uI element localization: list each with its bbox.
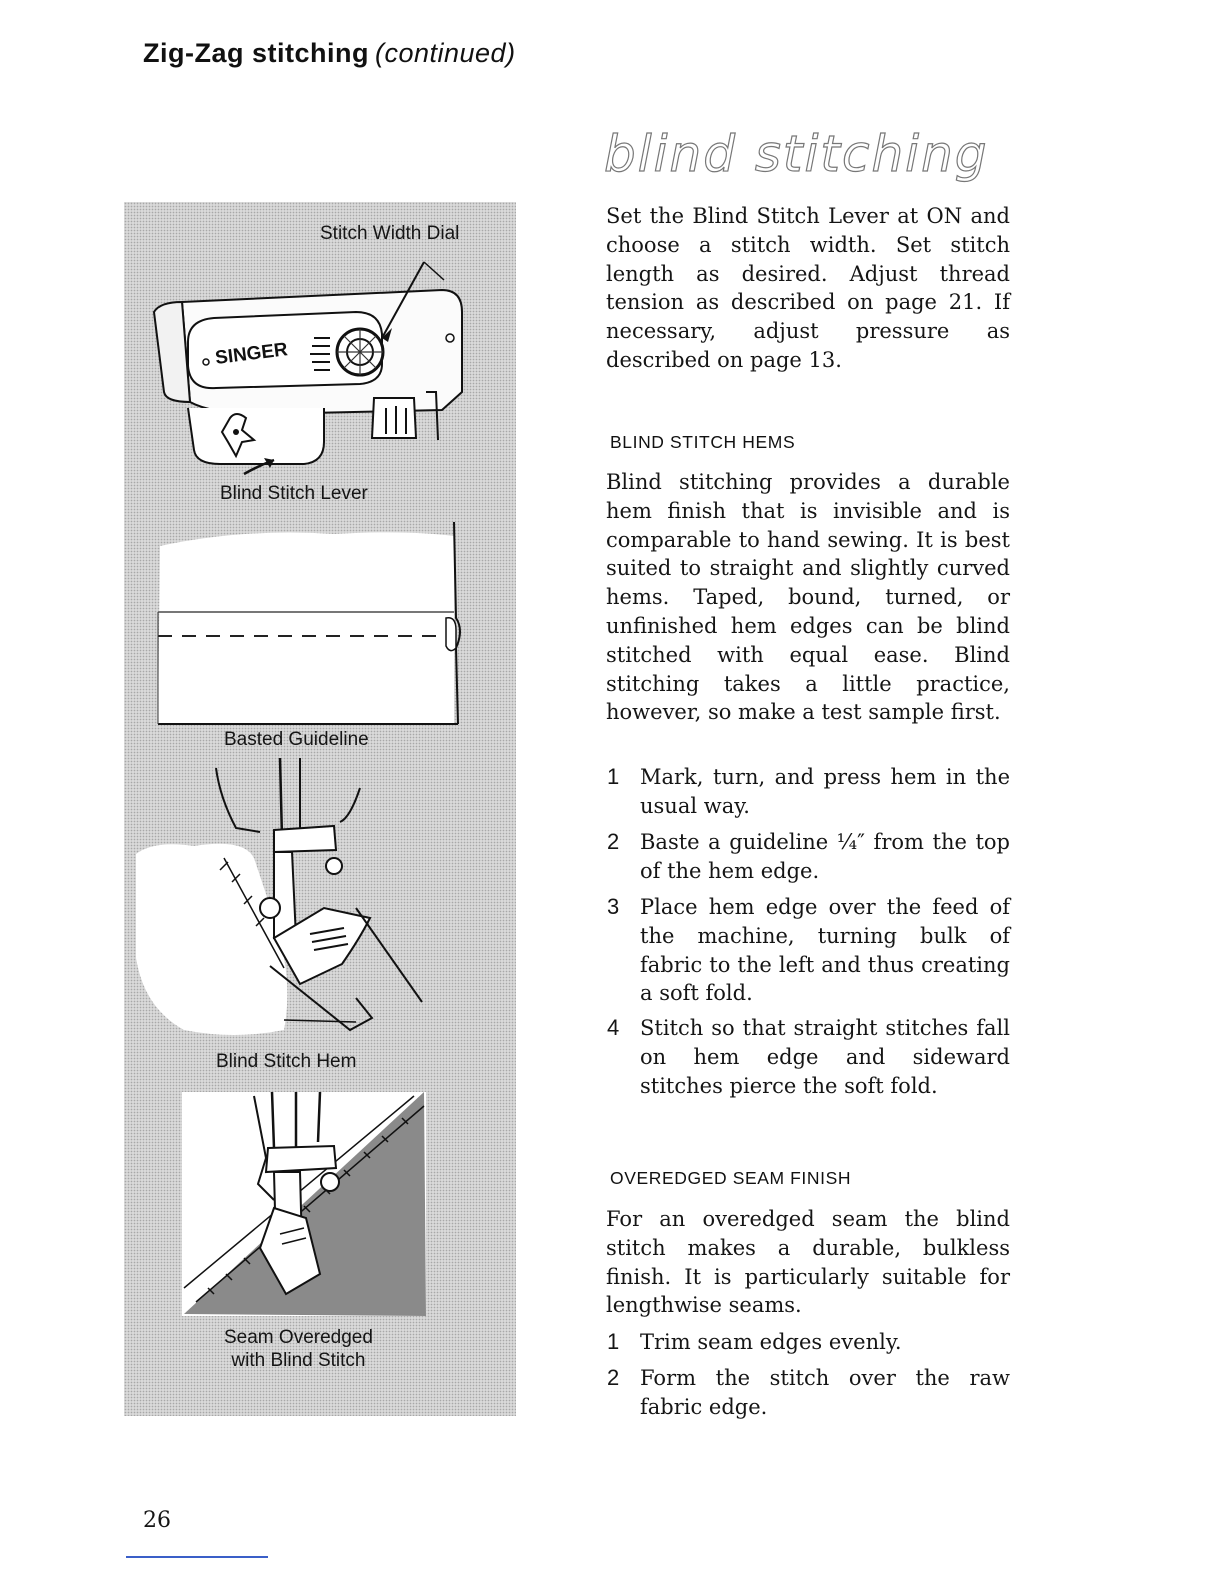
hem-step [607, 1014, 1010, 1100]
seam-step [607, 1364, 1010, 1422]
blind-stitch-hem-label: Blind Stitch Hem [216, 1051, 357, 1072]
blind-stitch-hems-heading: BLIND STITCH HEMS [610, 432, 796, 452]
step-number: 1 [607, 1329, 620, 1354]
step-number: 1 [607, 764, 620, 789]
step-text: Trim seam edges evenly. [640, 1330, 902, 1354]
header-title: Zig-Zag stitching [143, 38, 369, 68]
illustration-panel [124, 202, 516, 1416]
header-continued: (continued) [374, 38, 516, 68]
hem-step [607, 828, 1010, 886]
page-number: 26 [143, 1508, 171, 1533]
singer-brand-text: SINGER [214, 339, 289, 369]
overedged-seam-heading: OVEREDGED SEAM FINISH [610, 1168, 852, 1188]
running-header [143, 38, 516, 69]
seam-overedged-label [224, 1326, 373, 1372]
step-number: 2 [607, 1365, 620, 1390]
step-text: Mark, turn, and press hem in the usual way. [640, 765, 1010, 818]
hem-step [607, 763, 1010, 821]
basted-guideline-label: Basted Guideline [224, 729, 369, 750]
step-text: Baste a guideline ¼″ from the top of the hem edge. [640, 830, 1010, 883]
step-text: Place hem edge over the feed of the machine, turning bulk of fabric to the left and thus creating a soft fold. [640, 895, 1010, 1006]
blind-stitch-lever-label: Blind Stitch Lever [220, 483, 368, 504]
seam-overedged-illustration [124, 1088, 516, 1318]
footer-rule [126, 1556, 268, 1558]
seam-label-line2: with Blind Stitch [231, 1350, 366, 1371]
blind-stitch-hems-body: Blind stitching provides a durable hem finish that is invisible and is comparable to hand sewing. It is best suited to straight and slightly curved hems. Taped, bound, turned, or unfinished hem edges can be blind stitched with equal ease. Blind stitching takes a little practice, however, so make a test sample first. [606, 470, 1010, 725]
step-number: 2 [607, 829, 620, 854]
intro-paragraph: Set the Blind Stitch Lever at ON and choose a stitch width. Set stitch length as desired. Adjust thread tension as described on page 21. If necessary, adjust pressure as described on page 13. [606, 204, 1010, 372]
step-text: Stitch so that straight stitches fall on hem edge and sideward stitches pierce the soft fold. [640, 1016, 1010, 1098]
basted-guideline-illustration [124, 520, 516, 730]
hem-step [607, 893, 1010, 1008]
machine-head-illustration [124, 242, 516, 482]
step-text: Form the stitch over the raw fabric edge. [640, 1366, 1010, 1419]
section-title: blind stitching [604, 125, 989, 183]
seam-label-line1: Seam Overedged [224, 1327, 373, 1348]
step-number: 3 [607, 894, 620, 919]
blind-stitch-hem-illustration [124, 758, 516, 1048]
stitch-width-dial-label: Stitch Width Dial [320, 223, 460, 244]
overedged-seam-body: For an overedged seam the blind stitch makes a durable, bulkless finish. It is particularly suitable for lengthwise seams. [606, 1207, 1010, 1318]
step-number: 4 [607, 1015, 620, 1040]
seam-step [607, 1328, 1010, 1357]
